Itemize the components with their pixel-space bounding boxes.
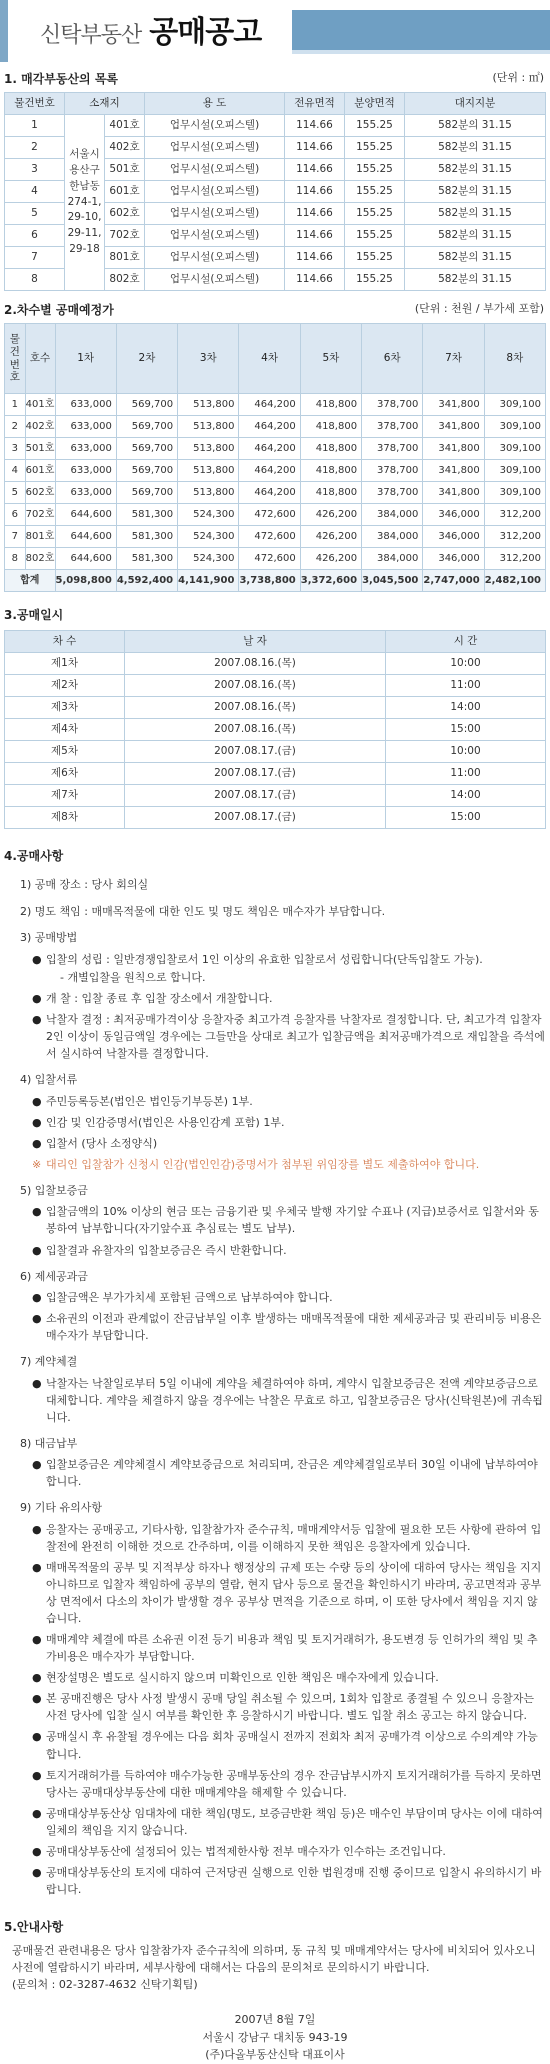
table-row xyxy=(5,675,546,697)
cell-area: 114.66 xyxy=(285,159,345,181)
price-cell: 309,100 xyxy=(484,394,545,416)
term-9-bullet-6: ● 공매실시 후 유찰될 경우에는 다음 회차 공매실시 전까지 전회차 최저 공매가격 이상으로 수의계약 가능합니다. xyxy=(32,1728,546,1762)
cell-ho: 601호 xyxy=(105,181,145,203)
cell-round: 제5차 xyxy=(5,741,125,763)
price-cell: 702호 xyxy=(25,504,55,526)
cell-use: 업무시설(오피스텔) xyxy=(145,137,285,159)
price-cell: 644,600 xyxy=(55,526,116,548)
cell-time: 10:00 xyxy=(386,653,546,675)
price-cell: 418,800 xyxy=(300,482,361,504)
table-row xyxy=(5,526,546,548)
header-left-stripe xyxy=(0,0,8,62)
term-3: 3) 공매방법 xyxy=(20,931,78,944)
table-row xyxy=(5,394,546,416)
cell-ho: 402호 xyxy=(105,137,145,159)
cell-no: 2 xyxy=(5,137,65,159)
price-cell: 801호 xyxy=(25,526,55,548)
price-cell: 346,000 xyxy=(423,548,484,570)
th-col-8: 7차 xyxy=(423,324,484,394)
section-1-title xyxy=(4,70,550,88)
price-cell: 341,800 xyxy=(423,416,484,438)
th-col-7: 6차 xyxy=(362,324,423,394)
cell-time: 11:00 xyxy=(386,763,546,785)
th-col-6: 5차 xyxy=(300,324,361,394)
th-col-1: 호수 xyxy=(25,324,55,394)
term-9-bullet-7: ● 토지거래허가를 득하여야 매수가능한 공매부동산의 경우 잔금납부시까지 토지거래허가를 득하지 못하면 당사는 공매대상부동산에 대한 매매계약을 해제할 수 있습니다. xyxy=(32,1767,546,1801)
section-2-unit: (단위 : 천원 / 부가세 포함) xyxy=(414,302,544,315)
table-row xyxy=(5,653,546,675)
price-cell: 378,700 xyxy=(362,438,423,460)
term-6: 6) 제세공과금 xyxy=(20,1269,88,1283)
cell-area: 114.66 xyxy=(285,225,345,247)
term-5-bullet-2: ● 입찰결과 유찰자의 입찰보증금은 즉시 반환합니다. xyxy=(32,1242,546,1259)
price-cell: 6 xyxy=(5,504,26,526)
table-row xyxy=(5,807,546,829)
table-row xyxy=(5,785,546,807)
table-row xyxy=(5,697,546,719)
term-6-bullet-1: ● 입찰금액은 부가가치세 포함된 금액으로 납부하여야 합니다. xyxy=(32,1289,546,1306)
price-cell: 378,700 xyxy=(362,416,423,438)
section-1-unit: (단위 : ㎡) xyxy=(492,71,544,84)
cell-round: 제3차 xyxy=(5,697,125,719)
cell-sale-area: 155.25 xyxy=(345,181,405,203)
guidance-body: 공매물건 관련내용은 당사 입찰참가자 준수규칙에 의하며, 동 규칙 및 매매계약서는 당사에 비치되어 있사오니 사전에 열람하시기 바라며, 세부사항에 대해서는 다음의 문의처로 문의하시기 바랍니다. xyxy=(12,1943,536,1974)
price-cell: 633,000 xyxy=(55,438,116,460)
cell-round: 제6차 xyxy=(5,763,125,785)
table-row xyxy=(5,460,546,482)
price-cell: 384,000 xyxy=(362,548,423,570)
schedule-table xyxy=(4,630,546,829)
price-cell: 524,300 xyxy=(178,504,239,526)
price-cell: 524,300 xyxy=(178,548,239,570)
cell-time: 14:00 xyxy=(386,697,546,719)
price-cell: 581,300 xyxy=(116,504,177,526)
term-3-bullet-1: ● 입찰의 성립 : 일반경쟁입찰로서 1인 이상의 유효한 입찰로서 성립합니다(단독입찰도 가능). xyxy=(32,951,546,968)
term-6-bullet-2: ● 소유권의 이전과 관계없이 잔금납부일 이후 발생하는 매매목적물에 대한 제세공과금 및 관리비등 비용은 매수자가 부담합니다. xyxy=(32,1310,546,1344)
table-row xyxy=(5,548,546,570)
cell-no: 5 xyxy=(5,203,65,225)
price-cell: 464,200 xyxy=(239,438,300,460)
section-3-heading: 3.공매일시 xyxy=(4,608,64,622)
term-9-bullet-4: ● 현장설명은 별도로 실시하지 않으며 미확인으로 인한 책임은 매수자에게 있습니다. xyxy=(32,1669,546,1686)
term-4-warning: ※ 대리인 입찰참가 신청시 인감(법인인감)증명서가 첨부된 위임장를 별도 제출하여야 합니다. xyxy=(32,1156,546,1173)
cell-use: 업무시설(오피스텔) xyxy=(145,269,285,291)
price-cell: 513,800 xyxy=(178,460,239,482)
cell-no: 6 xyxy=(5,225,65,247)
price-cell: 569,700 xyxy=(116,416,177,438)
price-cell: 644,600 xyxy=(55,548,116,570)
term-9: 9) 기타 유의사항 xyxy=(20,1501,103,1515)
table-row xyxy=(5,504,546,526)
price-cell: 341,800 xyxy=(423,460,484,482)
footer-company: (주)다올부동산신탁 대표이사 xyxy=(205,2048,345,2062)
price-cell: 644,600 xyxy=(55,504,116,526)
cell-round: 제8차 xyxy=(5,807,125,829)
table-row xyxy=(5,763,546,785)
price-cell: 569,700 xyxy=(116,438,177,460)
header-band-light xyxy=(292,50,550,54)
price-cell: 312,200 xyxy=(484,526,545,548)
table-row xyxy=(5,719,546,741)
price-cell: 581,300 xyxy=(116,526,177,548)
price-cell: 309,100 xyxy=(484,482,545,504)
cell-ho: 802호 xyxy=(105,269,145,291)
price-cell: 581,300 xyxy=(116,548,177,570)
term-7-bullet-1: ● 낙찰자는 낙찰일로부터 5일 이내에 계약을 체결하여야 하며, 계약시 입찰보증금은 전액 계약보증금으로 대체합니다. 계약을 체결하지 않을 경우에는 낙찰은 무효로 하고, 입찰보증금은 당사(신탁원본)에 귀속됩니다. xyxy=(32,1375,546,1426)
total-cell: 2,747,000 xyxy=(423,570,484,592)
cell-date: 2007.08.16.(목) xyxy=(125,675,386,697)
th-use: 용 도 xyxy=(145,93,285,115)
section-3-title xyxy=(4,606,550,624)
price-cell: 378,700 xyxy=(362,394,423,416)
cell-ho: 401호 xyxy=(105,115,145,137)
footer xyxy=(0,2011,550,2064)
footer-date: 2007년 8월 7일 xyxy=(234,2013,316,2027)
price-cell: 464,200 xyxy=(239,482,300,504)
cell-no: 7 xyxy=(5,247,65,269)
cell-date: 2007.08.17.(금) xyxy=(125,807,386,829)
total-row xyxy=(5,570,546,592)
price-cell: 633,000 xyxy=(55,460,116,482)
price-cell: 418,800 xyxy=(300,394,361,416)
term-9-bullet-5: ● 본 공매진행은 당사 사정 발생시 공매 당일 취소될 수 있으며, 1회차 입찰로 종결될 수 있으니 응찰자는 사전 당사에 입찰 실시 여부를 확인한 후 응찰하시기 바랍니다. 별도 입찰 취소 공고는 하지 않습니다. xyxy=(32,1690,546,1724)
table-row xyxy=(5,482,546,504)
price-cell: 309,100 xyxy=(484,438,545,460)
cell-area: 114.66 xyxy=(285,269,345,291)
cell-no: 8 xyxy=(5,269,65,291)
th-col-2: 1차 xyxy=(55,324,116,394)
price-cell: 418,800 xyxy=(300,460,361,482)
cell-sale-area: 155.25 xyxy=(345,115,405,137)
footer-address: 서울시 강남구 대치동 943-19 xyxy=(202,2030,348,2044)
price-cell: 341,800 xyxy=(423,438,484,460)
total-label: 합계 xyxy=(5,570,56,592)
price-cell: 513,800 xyxy=(178,394,239,416)
cell-land-share: 582분의 31.15 xyxy=(405,137,546,159)
th-round: 차 수 xyxy=(5,631,125,653)
cell-round: 제4차 xyxy=(5,719,125,741)
price-cell: 384,000 xyxy=(362,526,423,548)
price-cell: 513,800 xyxy=(178,416,239,438)
cell-round: 제7차 xyxy=(5,785,125,807)
cell-date: 2007.08.16.(목) xyxy=(125,653,386,675)
price-cell: 5 xyxy=(5,482,26,504)
price-cell: 426,200 xyxy=(300,504,361,526)
cell-ho: 501호 xyxy=(105,159,145,181)
price-cell: 341,800 xyxy=(423,482,484,504)
cell-sale-area: 155.25 xyxy=(345,159,405,181)
header-band xyxy=(292,10,550,50)
th-date: 날 자 xyxy=(125,631,386,653)
cell-use: 업무시설(오피스텔) xyxy=(145,159,285,181)
section-2-title xyxy=(4,301,550,319)
cell-sale-area: 155.25 xyxy=(345,137,405,159)
section-5-title xyxy=(4,1918,550,1936)
cell-no: 4 xyxy=(5,181,65,203)
cell-time: 15:00 xyxy=(386,719,546,741)
price-cell: 513,800 xyxy=(178,482,239,504)
term-4-bullet-1: ● 주민등록등본(법인은 법인등기부등본) 1부. xyxy=(32,1093,546,1110)
price-cell: 378,700 xyxy=(362,460,423,482)
price-cell: 601호 xyxy=(25,460,55,482)
cell-ho: 702호 xyxy=(105,225,145,247)
cell-land-share: 582분의 31.15 xyxy=(405,115,546,137)
th-col-5: 4차 xyxy=(239,324,300,394)
price-cell: 426,200 xyxy=(300,548,361,570)
page-header xyxy=(0,0,550,62)
term-9-bullet-2: ● 매매목적물의 공부 및 지적부상 하자나 행정상의 규제 또는 수량 등의 상이에 대하여 당사는 책임을 지지 아니하므로 입찰자 책임하에 공부의 열람, 현지 답사 등으로 물건을 확인하시기 바라며, 공고면적과 공부상 면적에서 다소의 차이가 발생할 경우 공부상 면적을 기준으로 하며, 이 또한 당사에서 책임을 지지 않습니다. xyxy=(32,1559,546,1627)
th-col-9: 8차 xyxy=(484,324,545,394)
term-9-bullet-1: ● 응찰자는 공매공고, 기타사항, 입찰참가자 준수규칙, 매매계약서등 입찰에 필요한 모든 사항에 관하여 입찰전에 완전히 이해한 것으로 간주하며, 이를 이해하지 못한 책임은 응찰자에게 있습니다. xyxy=(32,1521,546,1555)
section-1-heading: 1. 매각부동산의 목록 xyxy=(4,72,119,86)
th-land-share: 대지지분 xyxy=(405,93,546,115)
cell-time: 14:00 xyxy=(386,785,546,807)
cell-land-share: 582분의 31.15 xyxy=(405,181,546,203)
cell-area: 114.66 xyxy=(285,115,345,137)
table-row xyxy=(5,438,546,460)
price-cell: 602호 xyxy=(25,482,55,504)
cell-date: 2007.08.17.(금) xyxy=(125,763,386,785)
cell-use: 업무시설(오피스텔) xyxy=(145,247,285,269)
cell-sale-area: 155.25 xyxy=(345,203,405,225)
term-8-bullet-1: ● 입찰보증금은 계약체결시 계약보증금으로 처리되며, 잔금은 계약체결일로부터 30일 이내에 납부하여야 합니다. xyxy=(32,1456,546,1490)
price-cell: 8 xyxy=(5,548,26,570)
price-cell: 426,200 xyxy=(300,526,361,548)
contact-info: (문의처 : 02-3287-4632 신탁기획팀) xyxy=(12,1977,198,1991)
cell-sale-area: 155.25 xyxy=(345,247,405,269)
table-row xyxy=(5,115,546,137)
price-cell: 384,000 xyxy=(362,504,423,526)
price-cell: 3 xyxy=(5,438,26,460)
price-cell: 633,000 xyxy=(55,482,116,504)
term-7: 7) 계약체결 xyxy=(20,1355,78,1369)
price-cell: 1 xyxy=(5,394,26,416)
price-cell: 464,200 xyxy=(239,460,300,482)
cell-date: 2007.08.16.(목) xyxy=(125,719,386,741)
term-4: 4) 입찰서류 xyxy=(20,1073,78,1087)
price-cell: 802호 xyxy=(25,548,55,570)
cell-time: 15:00 xyxy=(386,807,546,829)
price-cell: 341,800 xyxy=(423,394,484,416)
cell-use: 업무시설(오피스텔) xyxy=(145,225,285,247)
th-col-4: 3차 xyxy=(178,324,239,394)
price-cell: 346,000 xyxy=(423,526,484,548)
total-cell: 4,141,900 xyxy=(178,570,239,592)
price-cell: 309,100 xyxy=(484,460,545,482)
term-2: 2) 명도 책임 : 매매목적물에 대한 인도 및 명도 책임은 매수자가 부담합니다. xyxy=(20,904,386,918)
price-cell: 633,000 xyxy=(55,416,116,438)
price-cell: 472,600 xyxy=(239,526,300,548)
term-8: 8) 대금납부 xyxy=(20,1436,78,1450)
cell-date: 2007.08.17.(금) xyxy=(125,741,386,763)
price-cell: 464,200 xyxy=(239,416,300,438)
total-cell: 4,592,400 xyxy=(116,570,177,592)
cell-land-share: 582분의 31.15 xyxy=(405,203,546,225)
price-cell: 7 xyxy=(5,526,26,548)
term-9-bullet-8: ● 공매대상부동산상 임대차에 대한 책임(명도, 보증금반환 책임 등)은 매수인 부담이며 당사는 이에 대하여 일체의 책임을 지지 않습니다. xyxy=(32,1805,546,1839)
term-9-bullet-10: ● 공매대상부동산의 토지에 대하여 근저당권 실행으로 인한 법원경매 진행 중이므로 입찰시 유의하시기 바랍니다. xyxy=(32,1864,546,1898)
cell-time: 11:00 xyxy=(386,675,546,697)
cell-date: 2007.08.17.(금) xyxy=(125,785,386,807)
cell-land-share: 582분의 31.15 xyxy=(405,159,546,181)
price-cell: 472,600 xyxy=(239,504,300,526)
th-no: 물건번호 xyxy=(5,93,65,115)
price-cell: 309,100 xyxy=(484,416,545,438)
th-location: 소재지 xyxy=(65,93,145,115)
price-cell: 472,600 xyxy=(239,548,300,570)
term-4-bullet-3: ● 입찰서 (당사 소정양식) xyxy=(32,1135,546,1152)
price-cell: 513,800 xyxy=(178,438,239,460)
price-cell: 633,000 xyxy=(55,394,116,416)
term-3-bullet-3: ● 낙찰자 결정 : 최저공매가격이상 응찰자중 최고가격 응찰자를 낙찰자로 결정합니다. 단, 최고가격 입찰자 2인 이상이 동일금액일 경우에는 그들만을 상대로 최고가 입찰금액을 최저공매가격으로 재입찰을 즉석에서 실시하여 낙찰자를 결정합니다. xyxy=(32,1011,546,1062)
cell-land-share: 582분의 31.15 xyxy=(405,269,546,291)
table-row xyxy=(5,741,546,763)
th-col-3: 2차 xyxy=(116,324,177,394)
price-cell: 312,200 xyxy=(484,504,545,526)
price-table xyxy=(4,323,546,592)
term-5: 5) 입찰보증금 xyxy=(20,1183,88,1197)
cell-date: 2007.08.16.(목) xyxy=(125,697,386,719)
th-col-0: 물건번호 xyxy=(5,324,26,394)
th-sale-area: 분양면적 xyxy=(345,93,405,115)
price-cell: 418,800 xyxy=(300,416,361,438)
property-list-table xyxy=(4,92,546,291)
section-2-heading: 2.차수별 공매예정가 xyxy=(4,303,114,317)
title-big: 공매공고 xyxy=(149,15,262,50)
total-cell: 3,372,600 xyxy=(300,570,361,592)
section-4-heading: 4.공매사항 xyxy=(4,849,64,863)
price-cell: 464,200 xyxy=(239,394,300,416)
term-9-bullet-3: ● 매매계약 체결에 따른 소유권 이전 등기 비용과 책임 및 토지거래허가, 용도변경 등 인허가의 책임 및 추가비용은 매수자가 부담합니다. xyxy=(32,1631,546,1665)
price-cell: 569,700 xyxy=(116,394,177,416)
price-cell: 501호 xyxy=(25,438,55,460)
price-cell: 346,000 xyxy=(423,504,484,526)
table-row xyxy=(5,416,546,438)
term-1: 1) 공매 장소 : 당사 회의실 xyxy=(20,878,149,891)
section-4-title xyxy=(4,847,550,865)
total-cell: 3,045,500 xyxy=(362,570,423,592)
cell-area: 114.66 xyxy=(285,247,345,269)
cell-land-share: 582분의 31.15 xyxy=(405,225,546,247)
term-9-bullet-9: ● 공매대상부동산에 설정되어 있는 법적제한사항 전부 매수자가 인수하는 조건입니다. xyxy=(32,1843,546,1860)
total-cell: 2,482,100 xyxy=(484,570,545,592)
price-cell: 4 xyxy=(5,460,26,482)
cell-time: 10:00 xyxy=(386,741,546,763)
page-title xyxy=(40,10,261,55)
cell-area: 114.66 xyxy=(285,137,345,159)
section-5-heading: 5.안내사항 xyxy=(4,1919,64,1934)
term-3-bullet-1-sub: - 개별입찰을 원칙으로 합니다. xyxy=(60,970,206,984)
price-cell: 418,800 xyxy=(300,438,361,460)
cell-round: 제1차 xyxy=(5,653,125,675)
total-cell: 3,738,800 xyxy=(239,570,300,592)
term-5-bullet-1: ● 입찰금액의 10% 이상의 현금 또는 금융기관 및 우체국 발행 자기앞 수표나 (지급)보증서로 입찰서와 동봉하여 납부합니다(자기앞수표 추심료는 별도 납부). xyxy=(32,1203,546,1237)
cell-round: 제2차 xyxy=(5,675,125,697)
cell-no: 1 xyxy=(5,115,65,137)
th-time: 시 간 xyxy=(386,631,546,653)
cell-sale-area: 155.25 xyxy=(345,269,405,291)
th-area: 전유면적 xyxy=(285,93,345,115)
cell-location: 서울시 용산구 한남동 274-1, 29-10, 29-11, 29-18 xyxy=(65,115,105,291)
price-cell: 402호 xyxy=(25,416,55,438)
price-cell: 2 xyxy=(5,416,26,438)
cell-area: 114.66 xyxy=(285,203,345,225)
price-cell: 312,200 xyxy=(484,548,545,570)
price-cell: 524,300 xyxy=(178,526,239,548)
price-cell: 569,700 xyxy=(116,460,177,482)
title-small: 신탁부동산 xyxy=(40,23,142,48)
price-cell: 569,700 xyxy=(116,482,177,504)
cell-no: 3 xyxy=(5,159,65,181)
cell-area: 114.66 xyxy=(285,181,345,203)
cell-ho: 602호 xyxy=(105,203,145,225)
auction-terms xyxy=(4,877,546,1898)
cell-use: 업무시설(오피스텔) xyxy=(145,181,285,203)
price-cell: 378,700 xyxy=(362,482,423,504)
cell-use: 업무시설(오피스텔) xyxy=(145,115,285,137)
term-4-bullet-2: ● 인감 및 인감증명서(법인은 사용인감계 포함) 1부. xyxy=(32,1114,546,1131)
cell-sale-area: 155.25 xyxy=(345,225,405,247)
total-cell: 5,098,800 xyxy=(55,570,116,592)
term-3-bullet-2: ● 개 찰 : 입찰 종료 후 입찰 장소에서 개찰합니다. xyxy=(32,990,546,1007)
cell-ho: 801호 xyxy=(105,247,145,269)
cell-land-share: 582분의 31.15 xyxy=(405,247,546,269)
cell-use: 업무시설(오피스텔) xyxy=(145,203,285,225)
price-cell: 401호 xyxy=(25,394,55,416)
